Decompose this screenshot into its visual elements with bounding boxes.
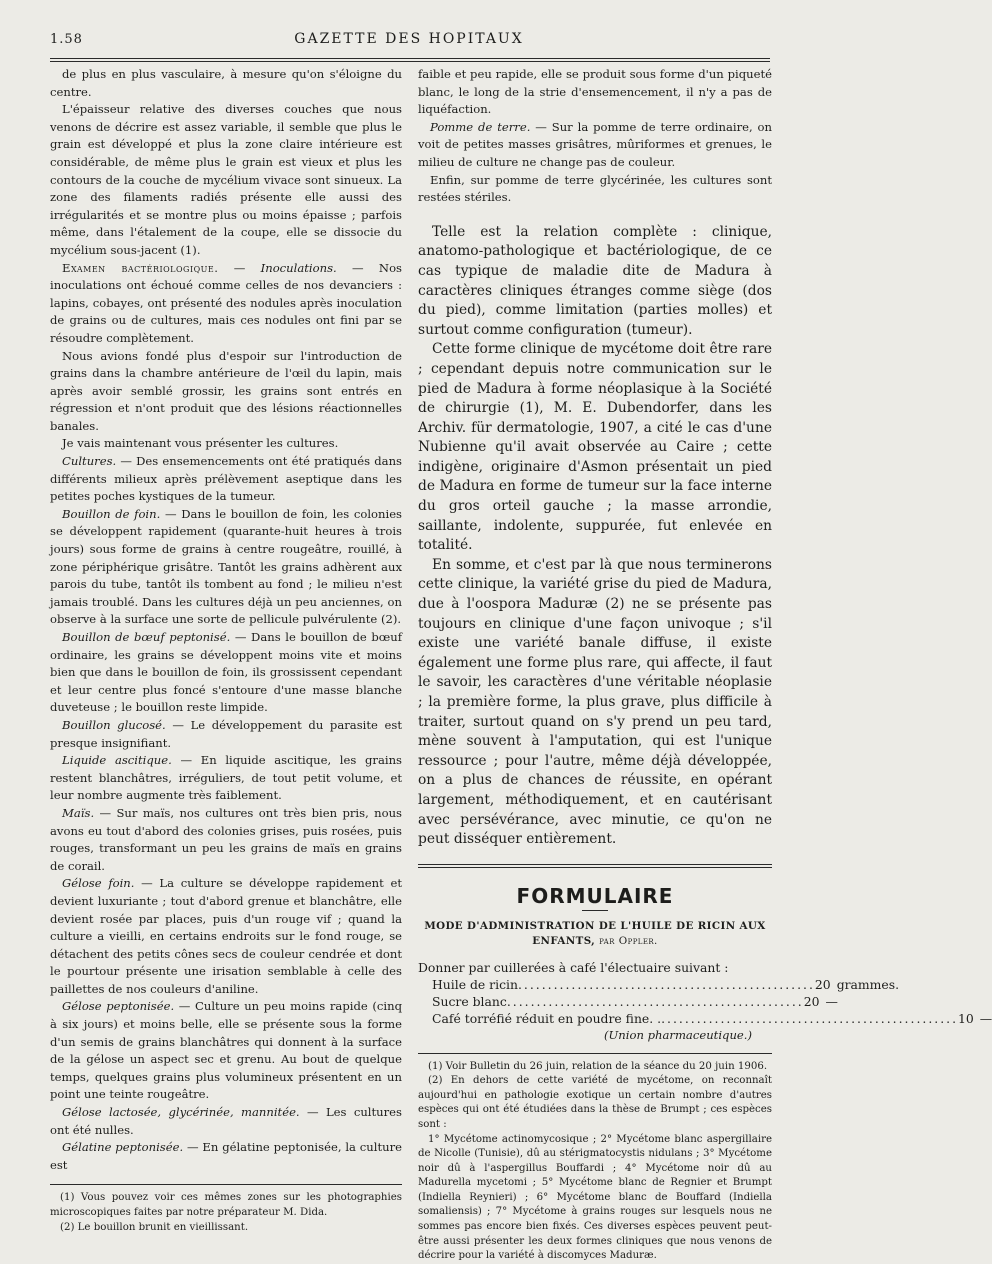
footnote: (1) Vous pouvez voir ces mêmes zones sur les photographies microscopiques faites par notre préparateur M. Dida. (50, 1192, 402, 1218)
paragraph (418, 172, 772, 207)
paragraph (418, 66, 772, 119)
section-double-rule (418, 864, 772, 868)
paragraph (50, 101, 402, 259)
paragraph-text: — Nos inoculations ont échoué comme celles de nos devanciers : lapins, cobayes, ont présenté des nodules après inoculation de grains ou de cultures, mais ces nodules ont fini par se résoudre complètement. (50, 260, 403, 345)
ingredient-row (418, 993, 838, 1010)
paragraph-lead: Liquide ascitique. (62, 753, 172, 768)
paragraph (50, 435, 402, 453)
footnote: (1) Voir Bulletin du 26 juin, relation de la séance du 20 juin 1906. (428, 1060, 768, 1072)
leader-dots: .................................................. (506, 993, 804, 1009)
footnote: (2) Le bouillon brunit en vieillissant. (60, 1221, 249, 1233)
paragraph (50, 66, 402, 101)
left-column (50, 66, 402, 1235)
ingredient-qty: 10 (958, 1010, 974, 1026)
paragraph-lead: Gélose lactosée, glycérinée, mannitée. (62, 1105, 300, 1120)
paragraph-text: Je vais maintenant vous présenter les cultures. (62, 436, 339, 451)
paragraph-lead: Cultures. (62, 454, 117, 469)
paragraph (50, 998, 402, 1104)
conclusion-paragraph: Telle est la relation complète : clinique, anatomo-pathologique et bactériologique, de ce cas typique de maladie dite de Madura à caractères cliniques étranges comme siège (dos du pied), comme limitation (parties molles) et surtout comme configuration (tumeur). (418, 223, 772, 338)
paragraph-text: L'épaisseur relative des diverses couches que nous venons de décrire est assez variable, il semble que plus le grain est développé et plus la zone claire intérieure est considérable, de même plus le grain est vieux et plus les contours de la couche de mycélium vivace sont sinueux. La zone des filaments radiés présente elle aussi des irrégularités et se montre plus ou moins épaisse ; parfois même, dans l'étalement de la coupe, elle se dissocie du mycélium sous-jacent (1). (50, 102, 402, 257)
paragraph (50, 629, 402, 717)
paragraph-text: — Culture un peu moins rapide (cinq à six jours) et moins belle, elle se présente sous la forme d'un semis de grains blanchâtres qui donnent à la surface de la gélose un aspect sec et grenu. Au bout de quelque temps, quelques grains plus volumineux présentent en un point une teinte rougeâtre. (50, 999, 402, 1102)
header-rule-top (50, 58, 770, 59)
ingredient-row (418, 1010, 992, 1027)
formulaire-subtitle (418, 919, 772, 948)
paragraph-text: Nous avions fondé plus d'espoir sur l'introduction de grains dans la chambre antérieure de l'œil du lapin, mais après avoir semblé grossir, les grains sont entrés en régression et n'ont produit que des lésions réactionnelles banales. (50, 348, 402, 433)
formulaire-section (418, 883, 992, 1043)
header-rule-bottom (50, 61, 770, 62)
paragraph (50, 1104, 402, 1139)
paragraph (418, 119, 772, 172)
left-footnotes (50, 1191, 402, 1235)
paragraph (50, 348, 402, 436)
footnote-rule-right (418, 1053, 772, 1054)
ingredient-unit: — (979, 1010, 992, 1026)
ingredient-qty: 20 (803, 993, 820, 1009)
paragraph-lead: Maïs. (62, 805, 95, 820)
paragraph: Examen bactériologique. — Inoculations. — Nos inoculations ont échoué comme celles de nos devanciers : lapins, cobayes, ont présenté des nodules après inoculation de grains ou de cultures, mais ces nodules ont fini par se résoudre complètement. (50, 260, 403, 345)
paragraph (50, 717, 402, 752)
right-body-top (418, 66, 772, 207)
right-footnotes (418, 1060, 772, 1264)
paragraph-lead: Bouillon de foin. (62, 506, 161, 521)
conclusion-paragraph: Cette forme clinique de mycétome doit être rare ; cependant depuis notre communication sur le pied de Madura à forme néoplasique à la Société de chirurgie (1), M. E. Dubendorfer, dans les Archiv. für dermatologie, 1907, a cité le cas d'une Nubienne qu'il avait observée au Caire ; cette indigène, originaire d'Asmon présentait un pied de Madura en forme de tumeur sur la face interne du gros orteil gauche ; la masse arrondie, saillante, indolente, suppurée, fut enlevée en totalité. (418, 341, 772, 554)
paragraph-text: — Le développement du parasite est presque insignifiant. (50, 717, 402, 750)
conclusion-text (418, 223, 772, 850)
paragraph (50, 805, 402, 875)
leader-dots: .................................................. (517, 976, 815, 992)
ingredient-list (418, 976, 992, 1027)
paragraph-text: — En gélatine peptonisée, la culture est (50, 1140, 402, 1172)
right-column (418, 66, 992, 1264)
ingredient-unit: grammes. (836, 976, 900, 992)
ingredient-name: Huile de ricin (432, 976, 518, 992)
paragraph-text: — Les cultures ont été nulles. (50, 1105, 402, 1137)
journal-title: GAZETTE DES HOPITAUX (294, 31, 524, 47)
left-body (50, 66, 402, 1174)
paragraph (50, 875, 402, 998)
ingredient-name: Sucre blanc (432, 993, 507, 1009)
paragraph-lead: Gélatine peptonisée. (62, 1140, 184, 1155)
paragraph-lead: Gélose peptonisée. (62, 999, 175, 1014)
paragraph-lead: Pomme de terre. (430, 119, 531, 134)
paragraph-text: — En liquide ascitique, les grains restent blanchâtres, irréguliers, de tout petit volume, et leur nombre augmente très faiblement. (50, 753, 402, 803)
paragraph-text: — Sur la pomme de terre ordinaire, on voit de petites masses grisâtres, mûriformes et grenues, le milieu de culture ne change pas de couleur. (418, 119, 772, 169)
paragraph (50, 453, 402, 506)
paragraph-lead: Bouillon glucosé. (62, 717, 166, 732)
paragraph-text: — Des ensemencements ont été pratiqués dans différents milieux après prélèvement aseptique dans les petites poches kystiques de la tumeur. (50, 454, 402, 504)
paragraph-text: de plus en plus vasculaire, à mesure qu'on s'éloigne du centre. (50, 67, 402, 99)
author-name: Oppler. (618, 934, 658, 947)
formulaire-intro: Donner par cuillerées à café l'électuaire suivant : (418, 959, 729, 975)
ingredient-qty: 20 (814, 976, 831, 992)
paragraph-lead: Bouillon de bœuf peptonisé. (62, 630, 231, 644)
conclusion-paragraph: En somme, et c'est par là que nous terminerons cette clinique, la variété grise du pied de Madura, due à l'oospora Maduræ (2) ne se présente pas toujours en clinique d'une façon univoque ; s'il existe une variété banale diffuse, il existe également une forme plus rare, qui affecte, il faut le savoir, les caractères d'une véritable néoplasie ; la première forme, la plus grave, plus difficile à traiter, surtout quand on s'y prend un peu tard, mène souvent à l'amputation, qui est l'unique ressource ; pour l'autre, même déjà développée, on a plus de chances de réussite, en opérant largement, méthodiquement, et en cautérisant avec persévérance, avec minutie, ce qu'on ne peut disséquer entièrement. (418, 556, 772, 848)
ingredient-name: Café torréfié réduit en poudre fine. . (432, 1010, 662, 1026)
ingredient-unit: — (825, 993, 838, 1009)
footnote: 1° Mycétome actinomycosique ; 2° Mycétome blanc aspergillaire de Nicolle (Tunisie), dû au stérigmatocystis nidulans ; 3° Mycétome noir dû à l'aspergillus Bouffardi ; 4° Mycétome noir dû au Madurella mycetomi ; 5° Mycétome blanc de Regnier et Brumpt (Indiella Reynieri) ; 6° Mycétome blanc de Bouffard (Indiella somaliensis) ; 7° Mycétome à grains rouges sur lesquels nous ne sommes pas encore bien fixés. Ces diverses espèces peuvent peut-être aussi présenter les deux formes cliniques que nous venons de décrire pour la variété à discomyces Maduræ. (418, 1133, 772, 1262)
leader-dots: .................................................. (661, 1010, 959, 1026)
paragraph-text: Enfin, sur pomme de terre glycérinée, les cultures sont restées stériles. (418, 172, 772, 205)
paragraph (50, 506, 402, 629)
page-number: 1.58 (50, 32, 83, 47)
paragraph (50, 1139, 402, 1174)
paragraph-lead: Examen bactériologique. (62, 260, 219, 275)
formulaire-title: FORMULAIRE (516, 883, 674, 908)
paragraph-text: — Dans le bouillon de bœuf ordinaire, les grains se développent moins vite et moins bien que dans le bouillon de foin, ils grossissent cependant et leur centre plus foncé s'entoure d'une masse blanche duveteuse ; le bouillon reste limpide. (50, 630, 402, 715)
paragraph-text: — Sur maïs, nos cultures ont très bien pris, nous avons eu tout d'abord des colonies grises, puis rosées, puis rouges, transformant un peu les grains de maïs en grains de corail. (50, 805, 402, 873)
subtitle-text: MODE D'ADMINISTRATION DE L'HUILE DE RICIN AUX ENFANTS, (424, 920, 766, 947)
paragraph-text: faible et peu rapide, elle se produit sous forme d'un piqueté blanc, le long de la strie d'ensemencement, il n'y a pas de liquéfaction. (418, 67, 772, 117)
paragraph-lead-secondary: Inoculations. (260, 260, 337, 275)
paragraph-lead: Gélose foin. (62, 876, 135, 891)
paragraph (50, 752, 402, 805)
running-header (50, 28, 768, 56)
author-prefix: par (599, 934, 615, 947)
paragraph-text: — Dans le bouillon de foin, les colonies se développent rapidement (quarante-huit heures à trois jours) sous forme de grains à centre rougeâtre, rouillé, à zone périphérique grisâtre. Tantôt les grains adhèrent aux parois du tube, tantôt ils tombent au fond ; le milieu n'est jamais troublé. Dans les cultures déjà un peu anciennes, on observe à la surface une sorte de pellicule pulvérulente (2). (50, 506, 403, 627)
footnote-rule (50, 1184, 402, 1185)
formulaire-source: (Union pharmaceutique.) (604, 1027, 752, 1042)
footnote: (2) En dehors de cette variété de mycétome, on reconnaît aujourd'hui en pathologie exotique un certain nombre d'autres espèces qui ont été étudiées dans la thèse de Brumpt ; ces espèces sont : (418, 1075, 772, 1130)
ingredient-row (418, 976, 900, 993)
title-dash (582, 910, 608, 911)
paragraph-text: — La culture se développe rapidement et devient luxuriante ; tout d'abord grenue et blanchâtre, elle devient rosée par places, puis d'un rouge vif ; quand la culture a vieilli, en certains endroits sur le fond rouge, se détachent des petits cônes secs de couleur cendrée et dont le pourtour présente une irisation semblable à celle des paillettes de nos couleurs d'aniline. (50, 876, 402, 996)
